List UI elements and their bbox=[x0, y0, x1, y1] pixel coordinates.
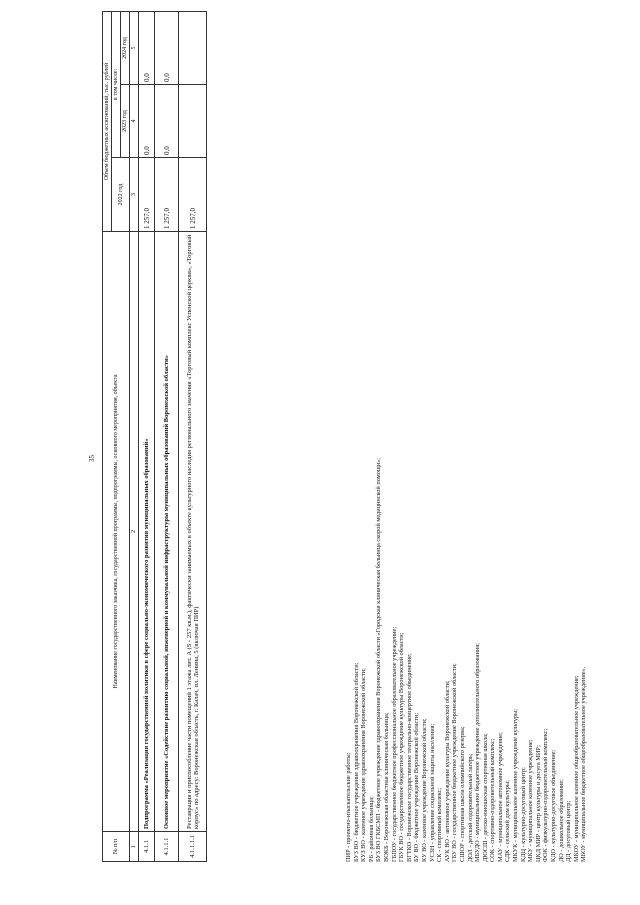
index-cell: 4 bbox=[130, 85, 139, 158]
abbreviation-item: СШОР - спортивная школа олимпийского резерва; bbox=[458, 726, 466, 862]
abbreviation-item: МКУ - муниципальное казенное учреждение; bbox=[527, 739, 535, 862]
abbreviation-item: ГБУ ВО - государственное бюджетное учреждение Воронежской области; bbox=[451, 663, 459, 862]
index-row bbox=[130, 12, 139, 862]
abbreviation-item: УСЗН - управление социальной защиты населения; bbox=[428, 723, 436, 862]
abbreviation-item: БУ ВО - бюджетное учреждение Воронежской области; bbox=[413, 712, 421, 862]
header-name: Наименование государственного заказчика, государственной программы, подпрограммы, основного мероприятия, объекта bbox=[103, 232, 130, 832]
row-value-2022: 1 257,0 bbox=[155, 158, 179, 232]
abbreviation-item: МКУК - муниципальное казенное учреждение культуры; bbox=[512, 708, 520, 862]
row-value-2023: 0,0 bbox=[155, 85, 179, 158]
row-value-2023: 0,0 bbox=[139, 85, 155, 158]
abbreviation-item: СОК - спортивно-оздоровительный комплекс; bbox=[489, 738, 497, 862]
abbreviation-item: МАУ - муниципальное автономное учреждение; bbox=[496, 732, 504, 862]
row-number: 4.1.1.1.1 bbox=[179, 832, 207, 862]
abbreviation-item: МБУДО - муниципальное бюджетное учреждение дополнительного образования; bbox=[474, 643, 482, 862]
abbreviation-item: МКОУ - муниципальное казенное общеобразовательное учреждение; bbox=[572, 675, 580, 862]
abbreviation-item: ПИР - проектно-изыскательские работы; bbox=[345, 752, 352, 862]
row-value-2022: 1 257,0 bbox=[179, 158, 207, 232]
row-name: Подпрограмма «Реализация государственной политики в сфере социально-экономического развития муниципальных образований» bbox=[139, 232, 155, 832]
header-including: в том числе: bbox=[112, 12, 121, 158]
row-name: Реставрация и приспособление части помещений 1 этажа лит. А (S - 257 кв.м.), фактически занимаемых в объекте культурного наследия регионального значения «Торговый комплекс Успенской церкви», «Торговый корпус» по адресу: Воронежская область, г. Калач, пл. Ленина, 5 (включая ПИР) bbox=[179, 232, 207, 832]
table-row bbox=[139, 12, 155, 862]
header-2023: 2023 год bbox=[121, 85, 130, 158]
row-value-2024: 0,0 bbox=[155, 12, 179, 85]
abbreviation-item: ДО - дошкольное образование; bbox=[557, 779, 565, 862]
abbreviation-item: ЦКД МИР - центр культуры и досуга МИР; bbox=[534, 745, 542, 862]
abbreviation-item: ДД - досуговый центр; bbox=[565, 800, 573, 862]
header-num: № п/п bbox=[103, 832, 130, 862]
row-value-2024: 0,0 bbox=[139, 12, 155, 85]
page-number: 35 bbox=[88, 455, 96, 462]
abbreviation-item: КУЗ ВО - казенное учреждение здравоохранения Воронежской области; bbox=[360, 668, 368, 862]
abbreviation-item: МБОУ - муниципальное бюджетное общеобразовательное учреждение». bbox=[580, 666, 588, 862]
rotated-sheet bbox=[80, 12, 588, 892]
abbreviation-item: ДЮСШ - детско-юношеская спортивная школа; bbox=[481, 733, 489, 862]
abbreviation-item: СК - спортивный комплекс; bbox=[436, 787, 444, 862]
abbreviation-item: АУК ВО - автономное учреждение культуры Воронежской области; bbox=[443, 680, 451, 862]
abbreviation-item: КДО - культурно-досуговое объединение; bbox=[550, 749, 558, 862]
index-cell: 3 bbox=[130, 158, 139, 232]
abbreviation-item: БУЗ ВО ГКБСМП - бюджетное учреждение здравоохранения Воронежской области «Городская клиническая больница скорой медицинской помощи»; bbox=[375, 458, 383, 862]
row-name: Основное мероприятие «Содействие развитию социальной, инженерной и коммунальной инфраструктуры муниципальных образований Воронежской области» bbox=[155, 232, 179, 832]
abbreviation-item: ГБПОУ - государственное бюджетное профессиональное образовательное учреждение; bbox=[390, 626, 398, 862]
table-row bbox=[155, 12, 179, 862]
abbreviation-item: КУ ВО - казенное учреждение Воронежской области; bbox=[420, 718, 428, 862]
header-amount: Объем бюджетных ассигнований, тыс. рублей bbox=[103, 12, 112, 232]
table-row bbox=[179, 12, 207, 862]
row-value-2022: 1 257,0 bbox=[139, 158, 155, 232]
row-value-2024 bbox=[179, 12, 207, 85]
row-number: 4.1.1 bbox=[139, 832, 155, 862]
row-number: 4.1.1.1 bbox=[155, 832, 179, 862]
abbreviation-item: ГБУК ВО - государственное бюджетное учреждение культуры Воронежской области; bbox=[398, 632, 406, 862]
header-2022: 2022 год bbox=[112, 158, 130, 232]
index-cell: 2 bbox=[130, 232, 139, 832]
abbreviation-item: ВОКБ - Воронежская областная клиническая больница; bbox=[382, 712, 390, 862]
abbreviation-item: РБ - районная больница; bbox=[367, 796, 375, 862]
index-cell: 1 bbox=[130, 832, 139, 862]
abbreviation-item: СДК - сельский дом культуры; bbox=[504, 780, 512, 862]
abbreviation-item: КДЦ - культурно-досуговый центр; bbox=[519, 767, 527, 862]
header-row-1 bbox=[103, 12, 112, 862]
abbreviation-item: ВГТКО - Воронежское государственное театрально-концертное объединение; bbox=[405, 653, 413, 862]
abbreviations-list bbox=[345, 22, 588, 862]
index-cell: 5 bbox=[130, 12, 139, 85]
abbreviation-item: БУЗ ВО - бюджетное учреждение здравоохранения Воронежской области; bbox=[352, 662, 360, 862]
header-2024: 2024 год bbox=[121, 12, 130, 85]
budget-table bbox=[102, 11, 207, 862]
abbreviation-item: ДОЛ - детский оздоровительный лагерь; bbox=[466, 753, 474, 862]
abbreviation-item: ФОК - физкультурно-оздоровительный комплекс; bbox=[542, 728, 550, 862]
row-value-2023 bbox=[179, 85, 207, 158]
